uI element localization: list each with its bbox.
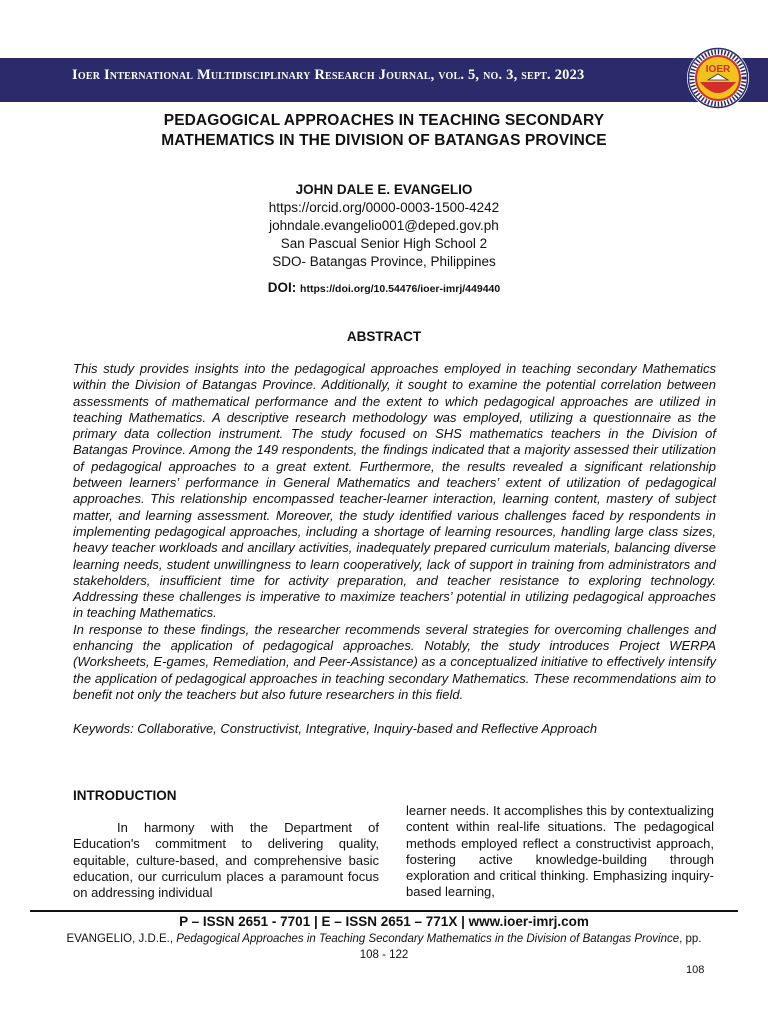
- page-number: 108: [686, 964, 705, 976]
- article-title-line-1: PEDAGOGICAL APPROACHES IN TEACHING SECONDARY: [163, 112, 605, 129]
- author-email: johndale.evangelio001@deped.gov.ph: [269, 218, 499, 233]
- abstract-paragraph-1: This study provides insights into the pedagogical approaches employed in teaching secondary Mathematics within the Division of Batangas Province. Additionally, it sought to examine the potential correlation between assessments of mathematical performance and the extent to which pedagogical approaches are utilized in teaching Mathematics. A descriptive research methodology was employed, utilizing a questionnaire as the primary data collection instrument. The study focused on SHS mathematics teachers in the Division of Batangas Province. Among the 149 respondents, the findings indicated that a majority assessed their utilization of pedagogical approaches to a great extent. Furthermore, the results revealed a significant relationship between learners’ performance in General Mathematics and teachers’ extent of utilization of pedagogical approaches. This relationship encompassed teacher-learner interaction, learning content, mastery of subject matter, and learning assessment. Moreover, the study identified various challenges faced by respondents in implementing pedagogical approaches, including a shortage of learning resources, handling large class sizes, heavy teacher workloads and ancillary activities, inadequately prepared curriculum materials, balancing diverse learning needs, student unwillingness to learn cooperatively, lack of support in training from administrators and stakeholders, insufficient time for activity preparation, and teacher resistance to exploring technology. Addressing these challenges is imperative to maximize teachers’ potential in utilizing pedagogical approaches in teaching Mathematics.: [73, 361, 716, 621]
- abstract-body: [73, 361, 716, 703]
- doi-label: DOI:: [267, 280, 297, 295]
- author-division: SDO- Batangas Province, Philippines: [272, 254, 496, 269]
- doi-line: [0, 280, 768, 295]
- citation-title: Pedagogical Approaches in Teaching Secondary Mathematics in the Division of Batangas Province: [176, 933, 680, 945]
- journal-title: Ioer International Multidisciplinary Research Journal, vol. 5, no. 3, sept. 2023: [72, 67, 585, 83]
- author-school: San Pascual Senior High School 2: [280, 236, 488, 251]
- footer-rule: [30, 910, 738, 912]
- introduction-left-column: In harmony with the Department of Education's commitment to delivering quality, equitable, culture-based, and comprehensive basic education, our curriculum places a paramount focus on addressing individual: [73, 820, 379, 901]
- doi-value: https://doi.org/10.54476/ioer-imrj/449440: [300, 283, 501, 295]
- seal-text: IOER: [705, 64, 731, 75]
- journal-banner: [0, 58, 768, 102]
- article-title-line-2: MATHEMATICS IN THE DIVISION OF BATANGAS PROVINCE: [161, 132, 607, 149]
- introduction-right-column: learner needs. It accomplishes this by contextualizing content within real-life situations. The pedagogical methods employed reflect a constructivist approach, fostering active knowledge-building through exploration and critical thinking. Emphasizing inquiry-based learning,: [406, 803, 714, 900]
- introduction-heading: INTRODUCTION: [73, 788, 177, 803]
- keywords: Keywords: Collaborative, Constructivist, Integrative, Inquiry-based and Reflective Approach: [73, 721, 598, 736]
- footer-issn: P – ISSN 2651 - 7701 | E – ISSN 2651 – 771X | www.ioer-imrj.com: [179, 914, 589, 929]
- author-name: JOHN DALE E. EVANGELIO: [295, 182, 473, 197]
- abstract-heading: ABSTRACT: [346, 329, 422, 344]
- author-orcid: https://orcid.org/0000-0003-1500-4242: [268, 200, 500, 215]
- footer-citation: [60, 931, 708, 963]
- author-block: [0, 181, 768, 271]
- citation-pages: , pp. 108 - 122: [359, 933, 702, 961]
- ioer-seal-logo: [686, 46, 750, 110]
- citation-author: EVANGELIO, J.D.E.,: [66, 933, 177, 945]
- abstract-paragraph-2: In response to these findings, the researcher recommends several strategies for overcoming challenges and enhancing the application of pedagogical approaches. Notably, the study introduces Project WERPA (Worksheets, E-games, Remediation, and Peer-Assistance) as a conceptualized initiative to effectively intensify the application of pedagogical approaches in teaching secondary Mathematics. These recommendations aim to benefit not only the teachers but also future researchers in this field.: [73, 621, 716, 702]
